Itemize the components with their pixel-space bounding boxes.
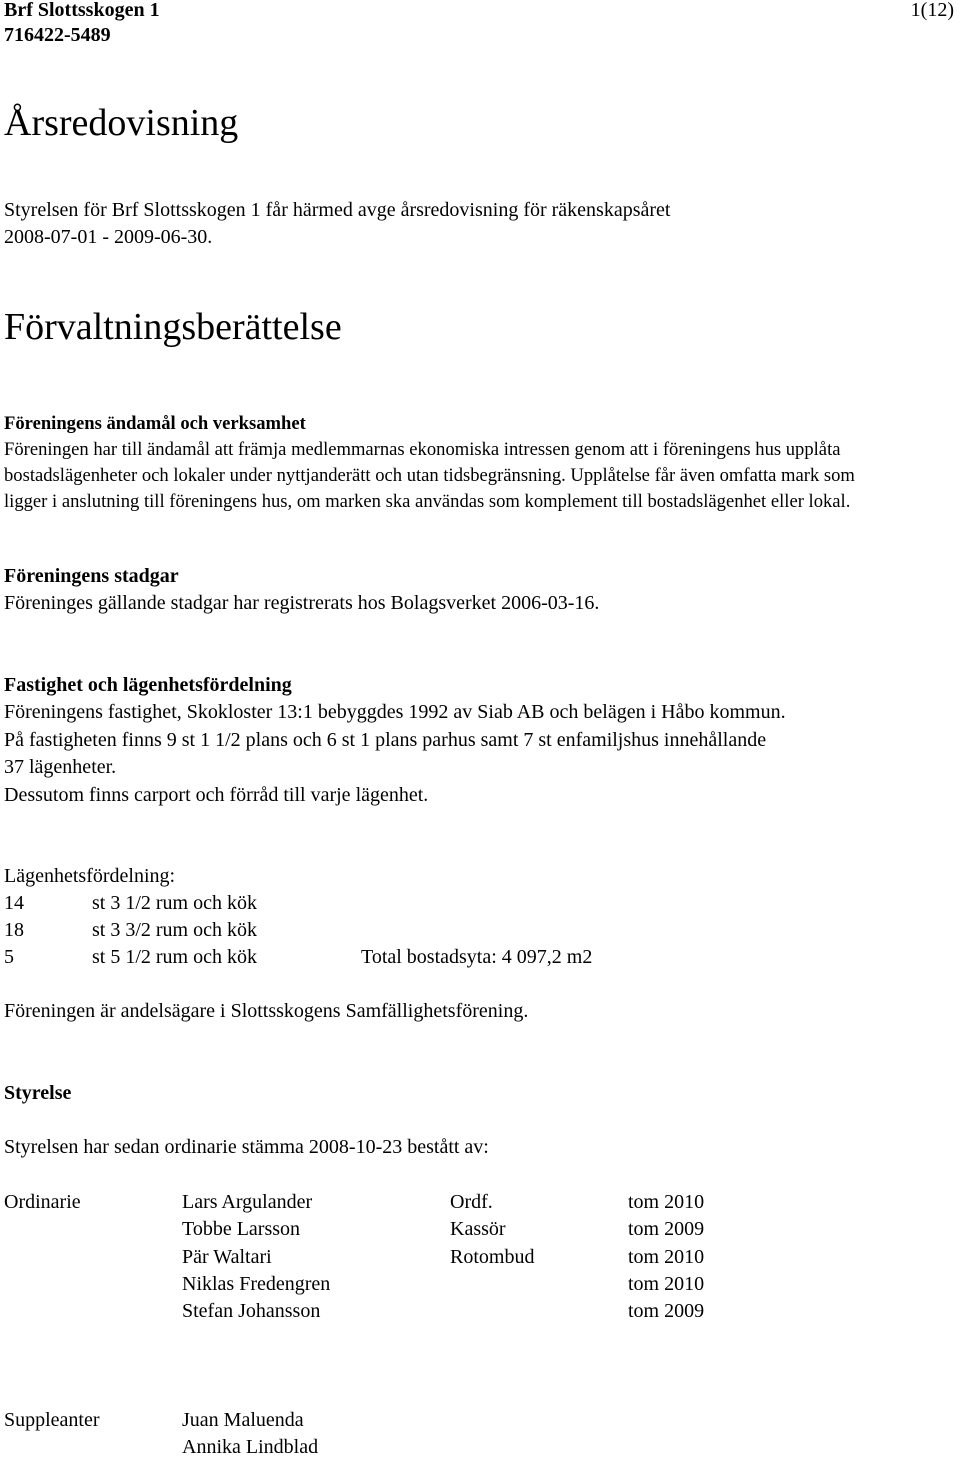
board-member-term: tom 2010 [628, 1191, 705, 1213]
header-org-number: 716422-5489 [4, 24, 111, 46]
page-title: Årsredovisning [4, 102, 239, 144]
board-member-term: tom 2009 [628, 1218, 705, 1240]
apartment-count: 18 [4, 919, 24, 941]
purpose-line-2: bostadslägenheter och lokaler under nyttjanderätt och utan tidsbegränsning. Upplåtelse får även omfatta mark som [4, 465, 855, 486]
board-member-term: tom 2010 [628, 1273, 705, 1295]
board-member-term: tom 2009 [628, 1300, 705, 1322]
property-line-1: Föreningens fastighet, Skokloster 13:1 bebyggdes 1992 av Siab AB och belägen i Håbo kommun. [4, 701, 786, 723]
deputy-name: Annika Lindblad [182, 1436, 319, 1458]
property-line-2: På fastigheten finns 9 st 1 1/2 plans och 6 st 1 plans parhus samt 7 st enfamiljshus innehållande [4, 729, 767, 751]
purpose-line-3: ligger i anslutning till föreningens hus, om marken ska användas som komplement till bostadslägenhet eller lokal. [4, 491, 851, 512]
total-living-area: Total bostadsyta: 4 097,2 m2 [361, 946, 593, 968]
board-member-role: Ordf. [450, 1191, 493, 1213]
board-member-name: Stefan Johansson [182, 1300, 321, 1322]
board-intro: Styrelsen har sedan ordinarie stämma 2008-10-23 bestått av: [4, 1136, 489, 1158]
property-heading: Fastighet och lägenhetsfördelning [4, 674, 292, 696]
purpose-line-1: Föreningen har till ändamål att främja medlemmarnas ekonomiska intressen genom att i föreningens hus upplåta [4, 439, 841, 460]
membership-text: Föreningen är andelsägare i Slottsskogens Samfällighetsförening. [4, 1000, 529, 1022]
statutes-heading: Föreningens stadgar [4, 565, 179, 587]
purpose-heading: Föreningens ändamål och verksamhet [4, 413, 306, 434]
board-heading: Styrelse [4, 1082, 72, 1104]
apartment-count: 5 [4, 946, 14, 968]
apartments-heading: Lägenhetsfördelning: [4, 865, 176, 887]
board-member-role: Kassör [450, 1218, 506, 1240]
statutes-text: Föreninges gällande stadgar har registrerats hos Bolagsverket 2006-03-16. [4, 592, 600, 614]
apartment-count: 14 [4, 892, 24, 914]
header-org-name: Brf Slottsskogen 1 [4, 0, 160, 21]
intro-line-1: Styrelsen för Brf Slottsskogen 1 får härmed avge årsredovisning för räkenskapsåret [4, 199, 671, 221]
board-member-term: tom 2010 [628, 1246, 705, 1268]
board-member-name: Lars Argulander [182, 1191, 313, 1213]
report-heading: Förvaltningsberättelse [4, 306, 342, 348]
intro-line-2: 2008-07-01 - 2009-06-30. [4, 226, 213, 248]
property-line-3: 37 lägenheter. [4, 756, 117, 778]
ordinary-label: Ordinarie [4, 1191, 81, 1213]
deputy-name: Juan Maluenda [182, 1409, 304, 1431]
board-member-name: Niklas Fredengren [182, 1273, 331, 1295]
apartment-type: st 5 1/2 rum och kök [92, 946, 257, 968]
apartment-type: st 3 3/2 rum och kök [92, 919, 257, 941]
apartment-type: st 3 1/2 rum och kök [92, 892, 257, 914]
board-member-role: Rotombud [450, 1246, 535, 1268]
header-page-number: 1(12) [910, 0, 954, 21]
board-member-name: Pär Waltari [182, 1246, 272, 1268]
board-member-name: Tobbe Larsson [182, 1218, 301, 1240]
deputies-label: Suppleanter [4, 1409, 100, 1431]
property-line-4: Dessutom finns carport och förråd till varje lägenhet. [4, 784, 429, 806]
